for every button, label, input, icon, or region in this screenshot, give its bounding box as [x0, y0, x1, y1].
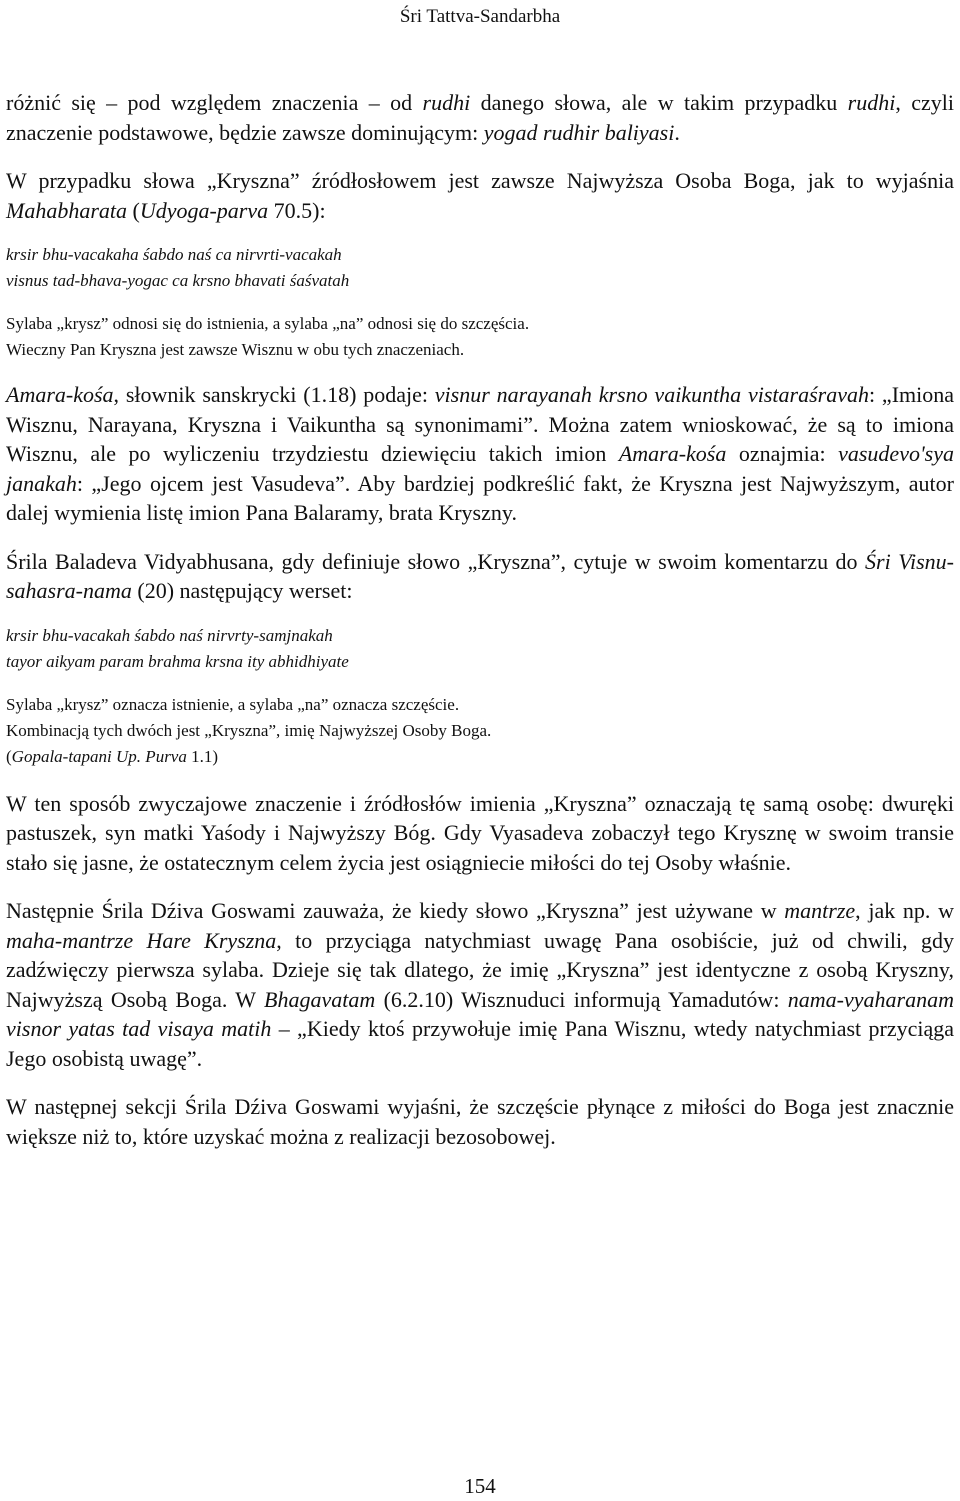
verse-line: visnus tad-bhava-yogac ca krsno bhavati śaśvatah: [6, 271, 350, 290]
verse-line: tayor aikyam param brahma krsna ity abhidhiyate: [6, 651, 349, 671]
page-body: [6, 88, 954, 1151]
translation-line: Sylaba „krysz” oznacza istnienie, a sylaba „na” oznacza szczęście.: [6, 694, 460, 714]
paragraph: różnić się – pod względem znaczenia – od rudhi danego słowa, ale w takim przypadku rudhi, czyli znaczenie podstawowe, będzie zawsze dominującym: yogad rudhir baliyasi.: [6, 90, 954, 145]
paragraph: Następnie Śrila Dźiva Goswami zauważa, że kiedy słowo „Kryszna” jest używane w mantrze, jak np. w maha-mantrze Hare Kryszna, to przyciąga natychmiast uwagę Pana osobiście, już od chwili, gdy zadźwięczy pierwsza sylaba. Dzieje się tak dlatego, że imię „Kryszna” jest identyczne z osobą Kryszny, Najwyższą Osobą Boga. W Bhagavatam (6.2.10) Wisznuduci informują Yamadutów: nama-vyaharanam visnor yatas tad visaya matih – „Kiedy ktoś przywołuje imię Pana Wisznu, wtedy natychmiast przyciąga Jego osobistą uwagę”.: [6, 898, 955, 1071]
translation-block: [6, 692, 954, 770]
paragraph: Amara-kośa, słownik sanskrycki (1.18) podaje: visnur narayanah krsno vaikuntha vistaraśravah: „Imiona Wisznu, Narayana, Kryszna i Vaikuntha są synonimami”. Można zatem wnioskować, że są to imiona Wisznu, ale po wyliczeniu trzydziestu dziewięciu takich imion Amara-kośa oznajmia: vasudevo'sya janakah: „Jego ojcem jest Vasudeva”. Aby bardziej podkreślić fakt, że Kryszna jest Najwyższym, autor dalej wymienia listę imion Pana Balaramy, brata Kryszny.: [6, 382, 955, 525]
translation-line: Kombinacją tych dwóch jest „Kryszna”, imię Najwyższej Osoby Boga.: [6, 720, 492, 740]
page-number: 154: [464, 1474, 496, 1498]
paragraph: W przypadku słowa „Kryszna” źródłosłowem jest zawsze Najwyższa Osoba Boga, jak to wyjaśnia Mahabharata (Udyoga-parva 70.5):: [6, 168, 954, 223]
verse-line: krsir bhu-vacakah śabdo naś nirvrty-samjnakah: [6, 625, 333, 645]
paragraph: W następnej sekcji Śrila Dźiva Goswami wyjaśni, że szczęście płynące z miłości do Boga jest znacznie większe niż to, które uzyskać można z realizacji bezosobowej.: [6, 1094, 954, 1149]
paragraph: W ten sposób zwyczajowe znaczenie i źródłosłów imienia „Kryszna” oznaczają tę samą osobę: dwuręki pastuszek, syn matki Yaśody i Najwyższy Bóg. Gdy Vyasadeva zobaczył tego Krysznę w swoim transie stało się jasne, że ostatecznym celem życia jest osiągniecie miłości do tej Osoby właśnie.: [6, 790, 954, 875]
verse-line: krsir bhu-vacakaha śabdo naś ca nirvrti-vacakah: [6, 245, 342, 264]
paragraph: Śrila Baladeva Vidyabhusana, gdy definiuje słowo „Kryszna”, cytuje w swoim komentarzu do Śri Visnu-sahasra-nama (20) następujący werset:: [6, 548, 955, 603]
running-header: Śri Tattva-Sandarbha: [399, 6, 561, 27]
verse-block: [6, 242, 954, 294]
source-citation: (Gopala-tapani Up. Purva 1.1): [6, 746, 219, 766]
translation-block: [6, 311, 954, 363]
translation-line: Wieczny Pan Kryszna jest zawsze Wisznu w obu tych znaczeniach.: [6, 340, 465, 359]
verse-block: [6, 623, 954, 675]
translation-line: Sylaba „krysz” odnosi się do istnienia, a sylaba „na” odnosi się do szczęścia.: [6, 314, 530, 333]
